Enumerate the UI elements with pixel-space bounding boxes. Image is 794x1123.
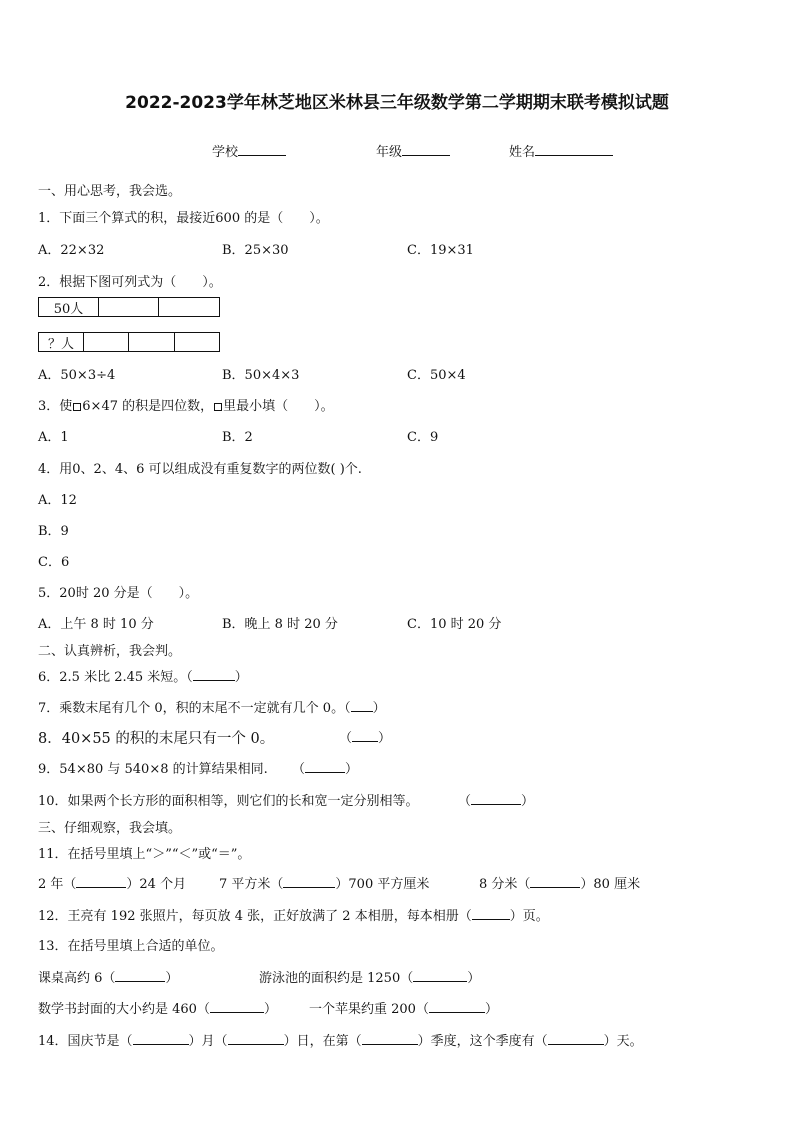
open-paren: （: [292, 762, 306, 777]
q5-text: 5．20时 20 分是（ ）。: [38, 586, 199, 601]
q1-option-b: B．25×30: [222, 243, 289, 258]
q12-after: ）页。: [509, 909, 549, 924]
q8-text: [38, 727, 274, 748]
section3-heading: 三、仔细观察，我会填。: [38, 821, 182, 836]
q11-item-2-blank[interactable]: [283, 875, 335, 888]
q14-day-blank[interactable]: [228, 1032, 284, 1045]
q4-option-a: A．12: [38, 493, 77, 508]
q13-item-d: [309, 998, 498, 1017]
q14-quarter-blank[interactable]: [362, 1032, 418, 1045]
close-paren: ）: [165, 971, 179, 986]
school-blank[interactable]: [238, 143, 286, 156]
q11-item-3-blank[interactable]: [530, 875, 580, 888]
q11-item-1-blank[interactable]: [76, 875, 126, 888]
q8-stem: 8．40×55 的积的末尾只有一个 0。: [38, 731, 275, 747]
q6-text: [38, 666, 248, 685]
q2-row2-cell: [129, 333, 175, 351]
q1-text: 1．下面三个算式的积，最接近600 的是（ ）。: [38, 211, 329, 226]
q2-row2-cell: [175, 333, 219, 351]
q2-row2-label: ？人: [39, 333, 84, 351]
open-paren: （: [458, 794, 472, 809]
q13-item-a-label: 课桌高约 6（: [38, 971, 116, 986]
q14-part-5: ）天。: [603, 1034, 643, 1049]
q9-answer: [292, 758, 358, 777]
q2-option-a: A．50×3÷4: [38, 368, 116, 383]
q7-stem: 7．乘数末尾有几个 0，积的末尾不一定就有几个 0。（: [38, 701, 351, 716]
q11-item-2-left: 7 平方米（: [219, 877, 284, 892]
q3-option-c: C．9: [407, 430, 439, 445]
q12-text: [38, 905, 549, 924]
q4-option-c: C．6: [38, 555, 70, 570]
q13-item-d-label: 一个苹果约重 200（: [309, 1002, 429, 1017]
q12-answer-blank[interactable]: [472, 907, 510, 920]
name-field: [509, 141, 613, 160]
q13-text: 13．在括号里填上合适的单位。: [38, 939, 224, 954]
q11-item-1-left: 2 年（: [38, 877, 77, 892]
school-field: [212, 141, 286, 160]
school-label: 学校: [212, 145, 239, 160]
q14-part-1: 14．国庆节是（: [38, 1034, 133, 1049]
q2-row1-cell: [99, 298, 159, 316]
q2-diagram-row2: [38, 332, 220, 352]
q2-row2-cell: [84, 333, 129, 351]
q3-text-after: 6×47 的积是四位数，: [82, 399, 214, 414]
q13-item-c-label: 数学书封面的大小约是 460（: [38, 1002, 210, 1017]
q13-item-c: [38, 998, 277, 1017]
q4-option-b: B．9: [38, 524, 69, 539]
q3-option-a: A．1: [38, 430, 69, 445]
q14-part-2: ）月（: [188, 1034, 228, 1049]
close-paren: ）: [521, 794, 535, 809]
name-blank[interactable]: [535, 143, 613, 156]
grade-label: 年级: [376, 145, 403, 160]
q13-item-b-label: 游泳池的面积约是 1250（: [259, 971, 414, 986]
q11-item-1: [38, 873, 186, 892]
q13-item-d-blank[interactable]: [429, 1000, 485, 1013]
q8-answer: [339, 727, 391, 746]
q3-text-tail: 里最小填（ ）。: [223, 399, 334, 414]
q9-text: 9．54×80 与 540×8 的计算结果相同.: [38, 762, 268, 777]
open-paren: （: [339, 731, 353, 746]
q11-item-2-right: ）700 平方厘米: [335, 877, 430, 892]
section1-heading: 一、用心思考，我会选。: [38, 184, 182, 199]
close-paren: ）: [263, 1002, 277, 1017]
q1-option-c: C．19×31: [407, 243, 474, 258]
q3-text-before: 3．使: [38, 399, 73, 414]
q2-row1-cell: [159, 298, 219, 316]
q13-item-a: [38, 967, 178, 986]
close-paren: ）: [467, 971, 481, 986]
q13-item-c-blank[interactable]: [210, 1000, 264, 1013]
q11-item-1-right: ）24 个月: [126, 877, 187, 892]
close-paren: ）: [484, 1002, 498, 1017]
q6-stem: 6．2.5 米比 2.45 米短。（: [38, 670, 193, 685]
q11-item-3-right: ）80 厘米: [580, 877, 641, 892]
blank-square-icon: [73, 403, 81, 411]
q14-days-blank[interactable]: [548, 1032, 604, 1045]
q14-part-4: ）季度，这个季度有（: [417, 1034, 548, 1049]
q3-option-b: B．2: [222, 430, 253, 445]
q10-text: 10．如果两个长方形的面积相等，则它们的长和宽一定分别相等。: [38, 794, 419, 809]
q12-before: 12．王亮有 192 张照片，每页放 4 张，正好放满了 2 本相册，每本相册（: [38, 909, 472, 924]
close-paren: ）: [372, 701, 386, 716]
q13-item-b-blank[interactable]: [413, 969, 467, 982]
q2-diagram-row1: [38, 297, 220, 317]
section2-heading: 二、认真辨析，我会判。: [38, 644, 182, 659]
q10-answer-blank[interactable]: [471, 792, 521, 805]
q11-item-2: [219, 873, 429, 892]
q5-option-b: B．晚上 8 时 20 分: [222, 617, 338, 632]
q14-part-3: ）日，在第（: [283, 1034, 362, 1049]
grade-field: [376, 141, 450, 160]
q7-text: [38, 697, 386, 716]
q13-item-a-blank[interactable]: [115, 969, 165, 982]
q10-answer: [458, 790, 534, 809]
q2-option-c: C．50×4: [407, 368, 466, 383]
close-paren: ）: [345, 762, 359, 777]
q2-row1-label: 50人: [39, 298, 99, 316]
close-paren: ）: [378, 731, 392, 746]
name-label: 姓名: [509, 145, 536, 160]
q7-answer-blank[interactable]: [351, 699, 373, 712]
q8-answer-blank[interactable]: [352, 729, 378, 742]
close-paren: ）: [234, 670, 248, 685]
q3-text: [38, 395, 334, 414]
q11-item-3: [479, 873, 640, 892]
blank-square-icon: [214, 403, 222, 411]
q9-answer-blank[interactable]: [305, 760, 345, 773]
q14-month-blank[interactable]: [133, 1032, 189, 1045]
q1-option-a: A．22×32: [38, 243, 105, 258]
q13-item-b: [259, 967, 480, 986]
q5-option-c: C．10 时 20 分: [407, 617, 502, 632]
q14-text: [38, 1030, 643, 1049]
q2-text: 2．根据下图可列式为（ ）。: [38, 275, 222, 290]
q4-text: 4．用0、2、4、6 可以组成没有重复数字的两位数( )个.: [38, 462, 362, 477]
q11-text: 11．在括号里填上“＞”“＜”或“＝”。: [38, 847, 251, 862]
q6-answer-blank[interactable]: [193, 668, 235, 681]
q5-option-a: A．上午 8 时 10 分: [38, 617, 154, 632]
grade-blank[interactable]: [402, 143, 450, 156]
q2-option-b: B．50×4×3: [222, 368, 300, 383]
q11-item-3-left: 8 分米（: [479, 877, 531, 892]
page-title: 2022-2023学年林芝地区米林县三年级数学第二学期期末联考模拟试题: [125, 93, 669, 113]
